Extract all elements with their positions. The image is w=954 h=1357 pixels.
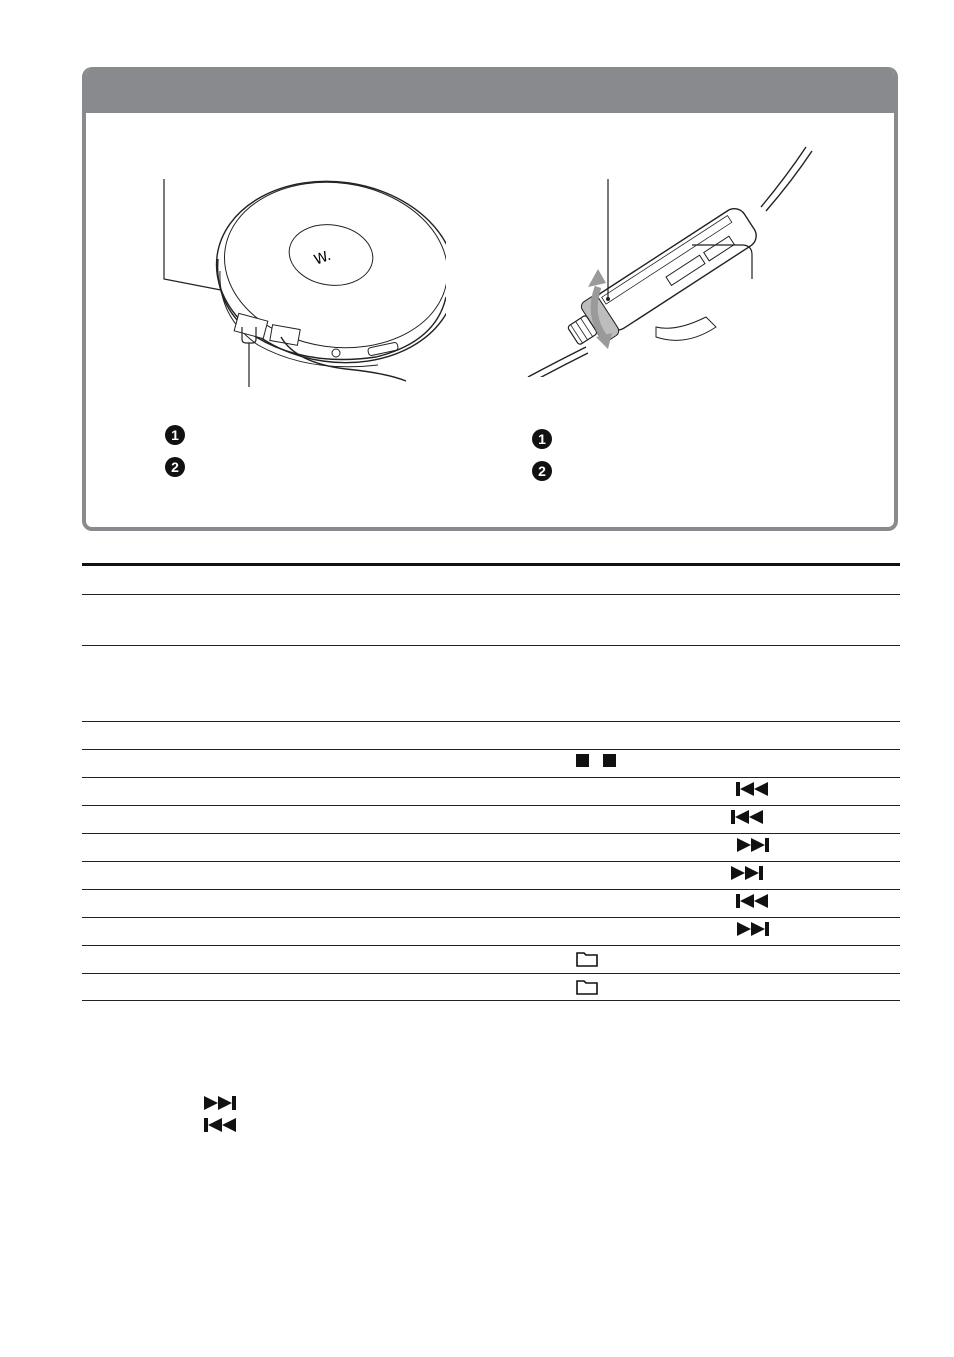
- previous-track-icon: [736, 781, 774, 797]
- folder-icon: [576, 978, 600, 996]
- table-row-rule: [82, 861, 900, 862]
- previous-track-icon: [204, 1117, 242, 1133]
- list-number-badge: 1: [532, 429, 552, 449]
- table-row-rule: [82, 749, 900, 750]
- cd-player-illustration: [146, 167, 446, 387]
- walkman-logo-icon: W.: [311, 247, 334, 269]
- next-track-icon: [737, 921, 775, 937]
- next-track-icon: [204, 1095, 242, 1111]
- panel-header-bar: [86, 67, 894, 113]
- next-track-icon: [737, 837, 775, 853]
- table-row-rule: [82, 917, 900, 918]
- remote-control-illustration: [516, 137, 816, 377]
- table-row-rule: [82, 945, 900, 946]
- table-row-rule: [82, 833, 900, 834]
- operations-table: [82, 563, 900, 1003]
- table-row-rule: [82, 889, 900, 890]
- table-row-rule: [82, 805, 900, 806]
- stop-icon: [576, 753, 620, 769]
- list-number-badge: 2: [532, 461, 552, 481]
- illustration-panel: [82, 67, 898, 531]
- table-bottom-rule: [82, 1000, 900, 1001]
- table-row-rule: [82, 721, 900, 722]
- previous-track-icon: [736, 893, 774, 909]
- table-top-rule: [82, 563, 900, 566]
- table-row-rule: [82, 645, 900, 646]
- list-number-badge: 2: [165, 457, 185, 477]
- next-track-icon: [731, 865, 769, 881]
- table-row-rule: [82, 973, 900, 974]
- table-row-rule: [82, 777, 900, 778]
- list-number-badge: 1: [165, 425, 185, 445]
- previous-track-icon: [731, 809, 769, 825]
- folder-icon: [576, 950, 600, 968]
- table-header-rule: [82, 594, 900, 595]
